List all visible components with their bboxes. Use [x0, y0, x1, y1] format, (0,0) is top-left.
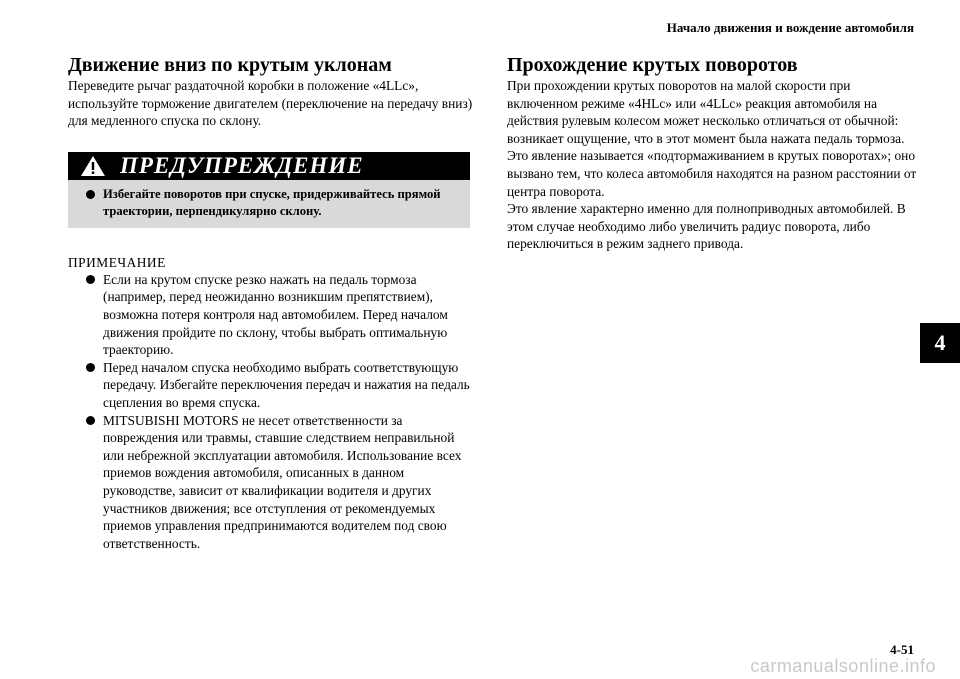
note-item	[68, 412, 478, 553]
warning-title: ПРЕДУПРЕЖДЕНИЕ	[120, 152, 364, 178]
note-item	[68, 271, 478, 359]
watermark: carmanualsonline.info	[750, 656, 936, 676]
left-column	[68, 53, 478, 552]
note-item-text: Перед началом спуска необходимо выбрать соответствующую передачу. Избегайте переключения передач и нажатия на педаль сцепления во время спуска.	[103, 359, 470, 410]
note-title: ПРИМЕЧАНИЕ	[68, 254, 166, 270]
warning-body	[68, 180, 470, 228]
header-title: Начало движения и вождение автомобиля	[666, 20, 914, 35]
note-item-text: MITSUBISHI MOTORS не несет ответственности за повреждения или травмы, ставшие следствием неправильной или небрежной эксплуатации автомобиля. Использование всех приемов вождения автомобиля, описанных в данном руководстве, зависит от квалификации водителя и других участников движения; все отступления от рекомендуемых приемов управления предпринимаются водителем под свою ответственность.	[103, 412, 462, 551]
warning-text: Избегайте поворотов при спуске, придерживайтесь прямой траектории, перпендикулярно склону.	[103, 186, 441, 218]
downhill-paragraph: Переведите рычаг раздаточной коробки в положение «4LLc», используйте торможение двигателем (переключение на передачу вниз) для медленного спуска по склону.	[68, 78, 473, 129]
page-number: 4-51	[890, 642, 914, 657]
note-item	[68, 359, 478, 412]
bullet-icon	[86, 275, 95, 284]
note-item-text: Если на крутом спуске резко нажать на педаль тормоза (например, перед неожиданно возникшим препятствием), возможна потеря контроля над автомобилем. Перед началом движения пройдите по склону, чтобы выбрать оптимальную траекторию.	[103, 271, 448, 358]
section-heading-sharp-turns: Прохождение крутых поворотов	[507, 54, 798, 76]
sharp-turns-paragraph-2: Это явление характерно именно для полноприводных автомобилей. В этом случае необходимо либо увеличить радиус поворота, либо переключиться в режим заднего привода.	[507, 201, 906, 252]
bullet-icon	[86, 190, 95, 199]
warning-triangle-icon	[80, 155, 106, 177]
section-heading-downhill: Движение вниз по крутым уклонам	[68, 54, 392, 76]
warning-box	[68, 152, 470, 228]
bullet-icon	[86, 416, 95, 425]
chapter-tab: 4	[920, 323, 960, 363]
right-column	[507, 53, 919, 253]
sharp-turns-paragraph-1: При прохождении крутых поворотов на малой скорости при включенном режиме «4HLc» или «4LLc» реакция автомобиля на действия рулевым колесом может несколько отличаться от обычной: возникает ощущение, что в этот момент была нажата педаль тормоза. Это явление называется «подтормаживанием в крутых поворотах»; оно вызвано тем, что колеса автомобиля находятся на разном расстоянии от центра поворота.	[507, 78, 917, 199]
bullet-icon	[86, 363, 95, 372]
warning-header	[68, 152, 470, 180]
